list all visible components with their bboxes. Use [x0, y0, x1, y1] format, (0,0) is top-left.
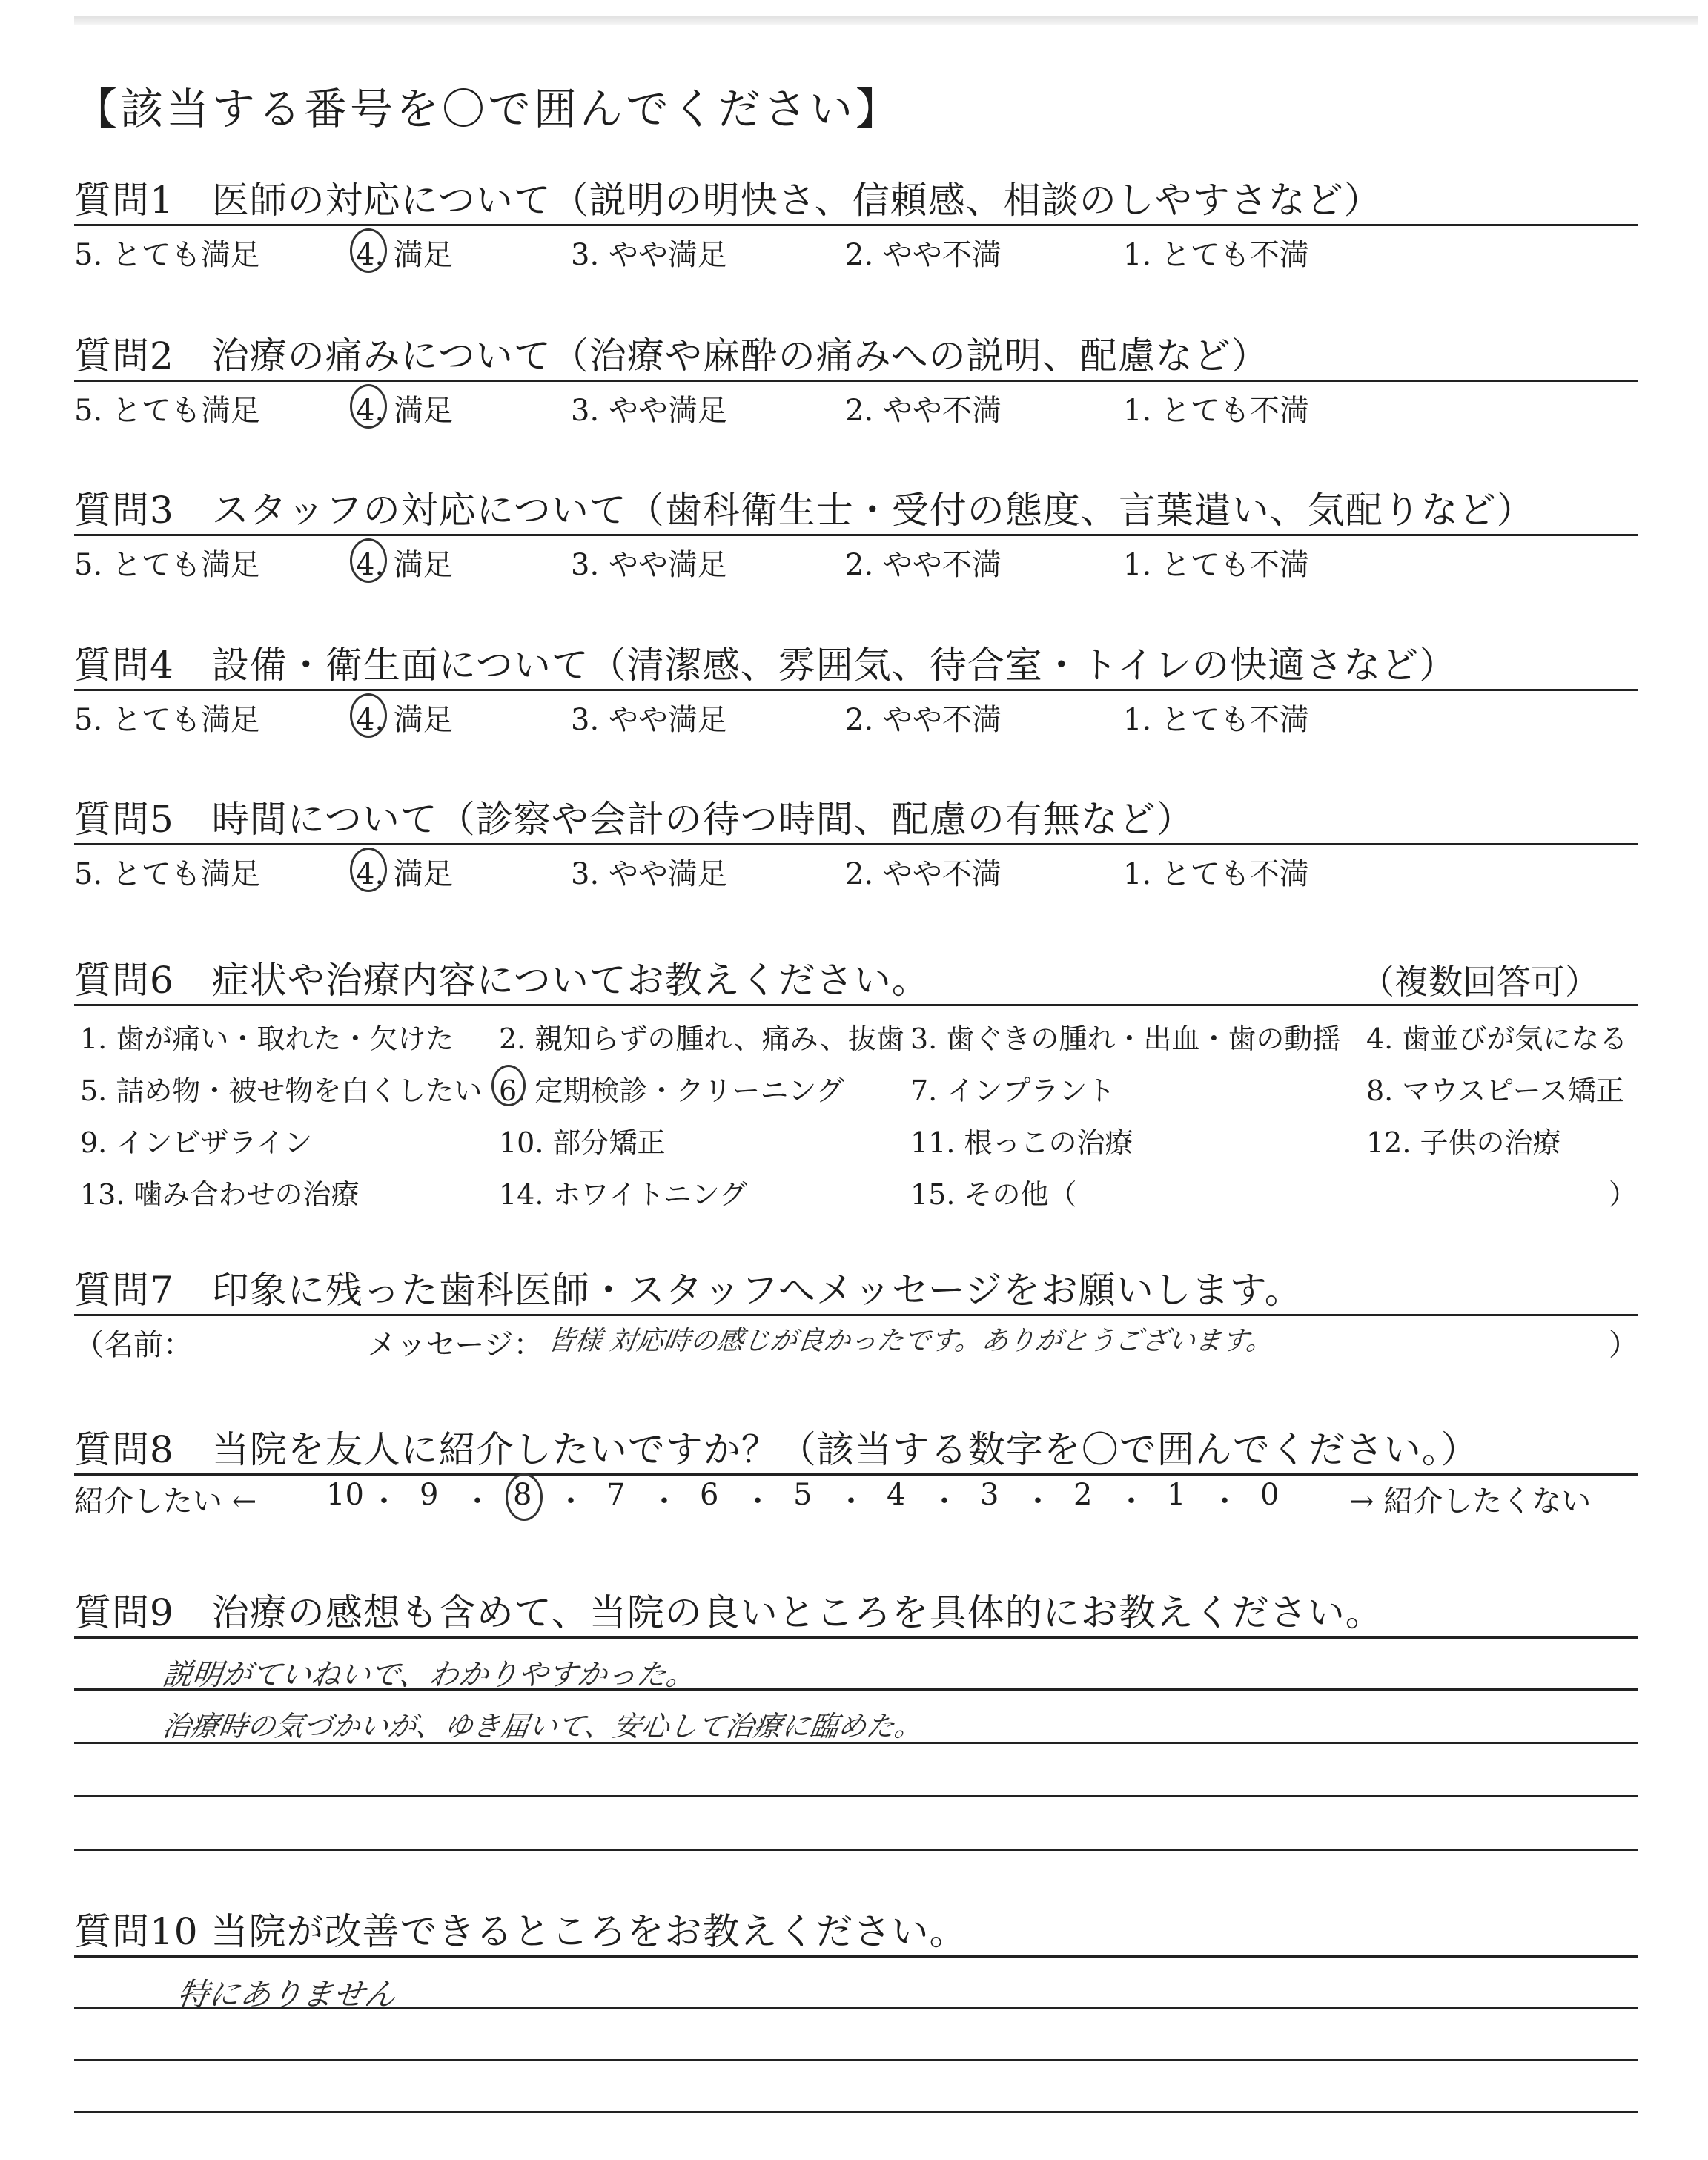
scale-separator: ・	[930, 1484, 959, 1519]
rating-option[interactable]: 5. とても満足	[74, 857, 260, 891]
symptom-option[interactable]: 9. インビザライン	[80, 1126, 313, 1159]
scale-separator: ・	[556, 1484, 586, 1519]
question-3-title: 質問3 スタッフの対応について（歯科衛生士・受付の態度、言葉遣い、気配りなど）	[74, 489, 1535, 532]
message-close: ）	[1609, 1328, 1638, 1362]
selected-circle	[491, 1065, 526, 1106]
scale-separator: ・	[1116, 1484, 1146, 1519]
question-6-title: 質問6 症状や治療内容についてお教えください。	[74, 959, 930, 1002]
question-8-rule	[74, 1473, 1638, 1476]
rating-option[interactable]: 3. やや満足	[571, 857, 727, 891]
rating-option[interactable]: 2. やや不満	[845, 394, 1002, 428]
selected-circle	[350, 848, 387, 892]
answer-line	[74, 2111, 1638, 2113]
rating-option[interactable]: 5. とても満足	[74, 548, 260, 582]
symptom-option[interactable]: 4. 歯並びが気になる	[1366, 1023, 1628, 1055]
question-5-rule	[74, 843, 1638, 845]
answer-text: 特にありません	[175, 1976, 399, 2012]
rating-option[interactable]: 4. 満足	[356, 238, 453, 272]
question-6-rule	[74, 1004, 1638, 1006]
recommend-score[interactable]: 0	[1260, 1478, 1280, 1512]
answer-line	[74, 1795, 1638, 1797]
scale-separator: ・	[743, 1484, 772, 1519]
symptom-option[interactable]: 10. 部分矯正	[499, 1126, 666, 1159]
question-10-title: 質問10 当院が改善できるところをお教えください。	[74, 1910, 967, 1953]
recommend-score[interactable]: 6	[700, 1478, 719, 1512]
recommend-score[interactable]: 9	[420, 1478, 439, 1512]
rating-option[interactable]: 5. とても満足	[74, 238, 260, 272]
recommend-left-label: 紹介したい ←	[74, 1484, 257, 1519]
question-2-rule	[74, 380, 1638, 382]
symptom-option[interactable]: ）	[1609, 1178, 1638, 1211]
rating-option[interactable]: 1. とても不満	[1123, 703, 1309, 737]
question-3-rule	[74, 534, 1638, 536]
symptom-option[interactable]: 1. 歯が痛い・取れた・欠けた	[80, 1023, 454, 1055]
rating-option[interactable]: 1. とても不満	[1123, 548, 1309, 582]
rating-option[interactable]: 2. やや不満	[845, 703, 1002, 737]
selected-circle	[350, 384, 387, 429]
question-5-title: 質問5 時間について（診察や会計の待つ時間、配慮の有無など）	[74, 798, 1194, 841]
rating-option[interactable]: 1. とても不満	[1123, 394, 1309, 428]
rating-option[interactable]: 4. 満足	[356, 703, 453, 737]
recommend-score[interactable]: 7	[606, 1478, 626, 1512]
recommend-score[interactable]: 2	[1073, 1478, 1093, 1512]
selected-circle	[506, 1473, 543, 1521]
answer-line	[74, 1636, 1638, 1639]
rating-option[interactable]: 4. 満足	[356, 394, 453, 428]
answer-text: 治療時の気づかいが、ゆき届いて、安心して治療に臨めた。	[160, 1710, 925, 1743]
recommend-score[interactable]: 4	[887, 1478, 906, 1512]
scale-separator: ・	[1210, 1484, 1239, 1519]
rating-option[interactable]: 1. とても不満	[1123, 857, 1309, 891]
message-text: 皆様 対応時の感じが良かったです。ありがとうございます。	[546, 1326, 1276, 1356]
rating-option[interactable]: 1. とても不満	[1123, 238, 1309, 272]
recommend-score[interactable]: 8	[513, 1478, 532, 1512]
symptom-option[interactable]: 15. その他（	[910, 1178, 1077, 1211]
answer-line	[74, 2059, 1638, 2061]
symptom-option[interactable]: 8. マウスピース矯正	[1366, 1074, 1624, 1107]
page-header: 【該当する番号を〇で囲んでください】	[74, 84, 902, 134]
rating-option[interactable]: 2. やや不満	[845, 857, 1002, 891]
scale-separator: ・	[836, 1484, 866, 1519]
symptom-option[interactable]: 12. 子供の治療	[1366, 1126, 1561, 1159]
name-label: （名前：	[74, 1328, 193, 1362]
symptom-option[interactable]: 3. 歯ぐきの腫れ・出血・歯の動揺	[910, 1023, 1341, 1055]
question-4-title: 質問4 設備・衛生面について（清潔感、雰囲気、待合室・トイレの快適さなど）	[74, 644, 1457, 687]
symptom-option[interactable]: 5. 詰め物・被せ物を白くしたい	[80, 1074, 483, 1107]
symptom-option[interactable]: 11. 根っこの治療	[910, 1126, 1133, 1159]
rating-option[interactable]: 3. やや満足	[571, 703, 727, 737]
recommend-right-label: → 紹介したくない	[1349, 1484, 1592, 1519]
selected-circle	[350, 693, 387, 738]
question-2-title: 質問2 治療の痛みについて（治療や麻酔の痛みへの説明、配慮など）	[74, 334, 1269, 377]
question-9-title: 質問9 治療の感想も含めて、当院の良いところを具体的にお教えください。	[74, 1591, 1383, 1634]
scale-separator: ・	[369, 1484, 399, 1519]
question-7-title: 質問7 印象に残った歯科医師・スタッフへメッセージをお願いします。	[74, 1269, 1302, 1312]
question-1-rule	[74, 224, 1638, 226]
scale-separator: ・	[1023, 1484, 1053, 1519]
question-8-title: 質問8 当院を友人に紹介したいですか？（該当する数字を〇で囲んでください。）	[74, 1428, 1479, 1471]
rating-option[interactable]: 4. 満足	[356, 857, 453, 891]
answer-line	[74, 1955, 1638, 1958]
rating-option[interactable]: 2. やや不満	[845, 238, 1002, 272]
symptom-option[interactable]: 13. 噛み合わせの治療	[80, 1178, 360, 1211]
recommend-score[interactable]: 3	[980, 1478, 999, 1512]
answer-text: 説明がていねいで、わかりやすかった。	[160, 1658, 698, 1692]
scale-separator: ・	[463, 1484, 492, 1519]
rating-option[interactable]: 2. やや不満	[845, 548, 1002, 582]
recommend-score[interactable]: 10	[326, 1478, 364, 1512]
rating-option[interactable]: 5. とても満足	[74, 703, 260, 737]
answer-line	[74, 1849, 1638, 1851]
symptom-option[interactable]: 7. インプラント	[910, 1074, 1116, 1107]
selected-circle	[350, 228, 387, 273]
message-label: メッセージ：	[367, 1328, 543, 1362]
question-1-title: 質問1 医師の対応について（説明の明快さ、信頼感、相談のしやすさなど）	[74, 179, 1382, 222]
rating-option[interactable]: 5. とても満足	[74, 394, 260, 428]
rating-option[interactable]: 3. やや満足	[571, 548, 727, 582]
rating-option[interactable]: 3. やや満足	[571, 394, 727, 428]
scan-edge	[74, 16, 1698, 25]
multiple-answers-note: （複数回答可）	[1360, 962, 1599, 1002]
selected-circle	[350, 538, 387, 583]
question-7-rule	[74, 1314, 1638, 1316]
symptom-option[interactable]: 14. ホワイトニング	[499, 1178, 748, 1211]
recommend-score[interactable]: 5	[793, 1478, 812, 1512]
scale-separator: ・	[649, 1484, 679, 1519]
rating-option[interactable]: 3. やや満足	[571, 238, 727, 272]
symptom-option[interactable]: 6. 定期検診・クリーニング	[499, 1074, 844, 1107]
symptom-option[interactable]: 2. 親知らずの腫れ、痛み、抜歯	[499, 1023, 904, 1055]
rating-option[interactable]: 4. 満足	[356, 548, 453, 582]
question-4-rule	[74, 689, 1638, 691]
recommend-score[interactable]: 1	[1167, 1478, 1186, 1512]
